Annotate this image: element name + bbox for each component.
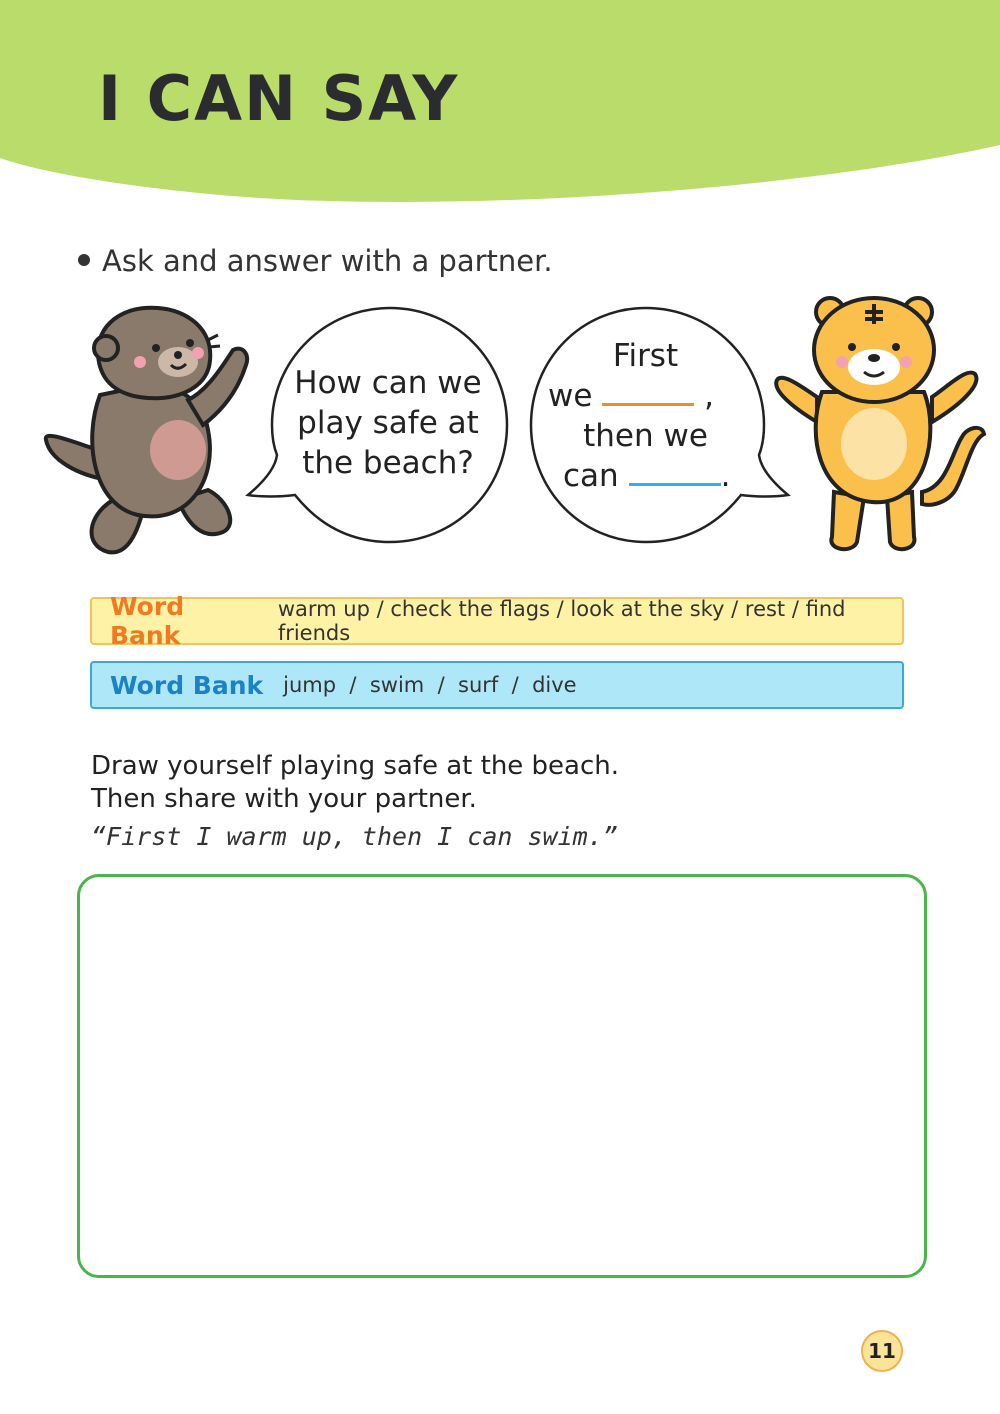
bubble-answer-we: we <box>548 378 593 414</box>
word-bank-words: warm up / check the flags / look at the sky / rest / find friends <box>277 597 846 645</box>
word-bank-first <box>90 592 904 650</box>
example-sentence: “First I warm up, then I can swim.” <box>91 822 618 851</box>
bubble-question-line: play safe at <box>297 405 479 441</box>
bubble-question-line: How can we <box>294 365 482 401</box>
task-instructions <box>91 750 619 816</box>
blank-orange <box>602 403 694 406</box>
bubble-answer-can: can <box>563 458 619 494</box>
bubble-answer-line2 <box>548 376 743 416</box>
bubble-answer-line3: then we <box>583 418 708 454</box>
drawing-area[interactable] <box>77 874 927 1278</box>
bubble-answer-line1: First <box>612 338 679 374</box>
instruction <box>78 244 553 278</box>
page-title: I CAN SAY <box>98 62 460 135</box>
tiger-icon <box>772 292 987 560</box>
bubble-answer-text <box>548 336 743 496</box>
task-line: Then share with your partner. <box>91 784 477 814</box>
bubble-answer-line4 <box>548 456 743 496</box>
blank-blue <box>629 483 721 486</box>
bubble-question-text <box>278 363 498 483</box>
word-bank-label: Word Bank <box>110 670 264 700</box>
word-bank-then <box>90 661 904 709</box>
word-bank-words: jump / swim / surf / dive <box>283 673 577 697</box>
word-bank-label: Word Bank <box>110 592 185 650</box>
otter-icon <box>38 300 253 560</box>
bubble-answer-period: . <box>720 458 731 494</box>
bubble-question-line: the beach? <box>302 445 474 481</box>
bullet-icon <box>78 254 90 266</box>
bubble-answer-comma: , <box>704 378 715 414</box>
page-number: 11 <box>861 1330 903 1372</box>
instruction-text: Ask and answer with a partner. <box>102 244 553 278</box>
task-line: Draw yourself playing safe at the beach. <box>91 751 620 781</box>
